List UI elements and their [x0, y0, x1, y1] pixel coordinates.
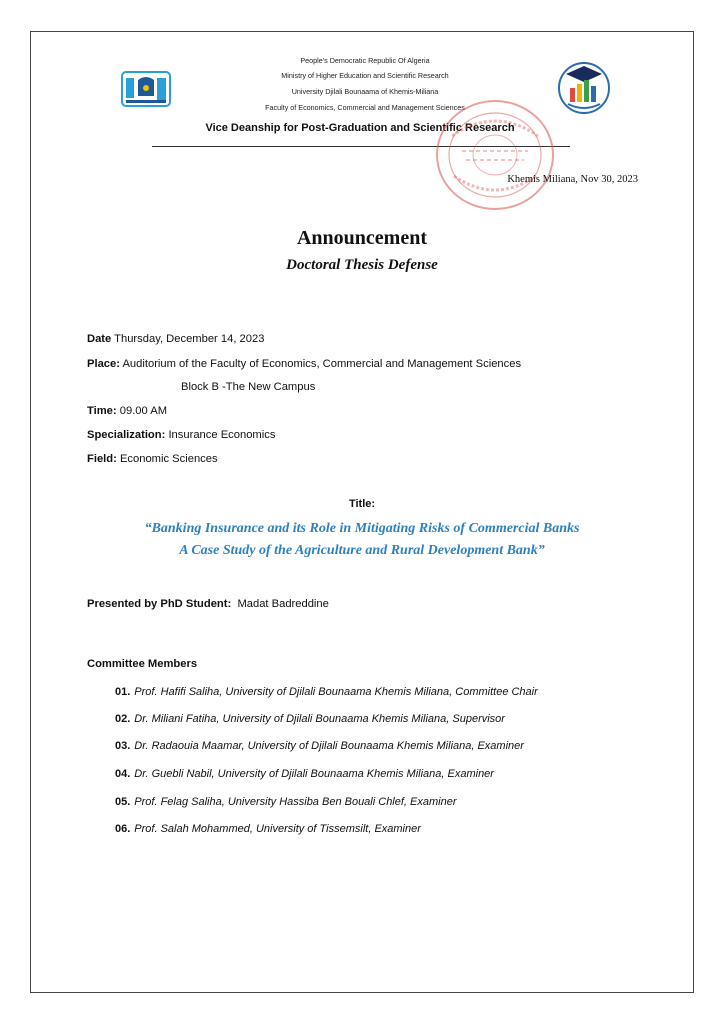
member-text: Prof. Felag Saliha, University Hassiba Ben Bouali Chlef, Examiner	[134, 796, 457, 808]
field-row	[87, 453, 218, 465]
member-text: Dr. Radaouia Maamar, University of Djilali Bounaama Khemis Miliana, Examiner	[134, 740, 524, 752]
presenter-row	[87, 598, 329, 610]
time-row	[87, 405, 167, 417]
committee-member	[115, 768, 494, 780]
announcement-subtitle: Doctoral Thesis Defense	[286, 257, 438, 273]
header-line-ministry: Ministry of Higher Education and Scientific Research	[281, 71, 449, 80]
committee-member	[115, 796, 457, 808]
member-number: 03.	[115, 740, 131, 752]
header-line-faculty: Faculty of Economics, Commercial and Management Sciences	[265, 103, 465, 112]
member-number: 01.	[115, 686, 131, 698]
header-line-republic: People's Democratic Republic Of Algeria	[300, 56, 430, 65]
presenter-label: Presented by PhD Student:	[87, 598, 232, 610]
committee-member	[115, 686, 538, 698]
committee-title: Committee Members	[87, 658, 198, 670]
specialization-row	[87, 429, 275, 441]
specialization-value: Insurance Economics	[168, 429, 276, 441]
field-value: Economic Sciences	[119, 453, 218, 465]
place-date: Khemis Miliana, Nov 30, 2023	[507, 174, 638, 185]
date-row	[87, 333, 264, 345]
time-value: 09.00 AM	[119, 405, 168, 417]
member-number: 06.	[115, 823, 131, 835]
place-value: Auditorium of the Faculty of Economics, Commercial and Management Sciences	[122, 358, 522, 370]
thesis-title-label: Title:	[348, 498, 376, 510]
specialization-label: Specialization:	[87, 429, 166, 441]
header-line-university: University Djilali Bounaama of Khemis-Miliana	[291, 87, 439, 96]
member-text: Dr. Miliani Fatiha, University of Djilali Bounaama Khemis Miliana, Supervisor	[134, 713, 505, 725]
announcement-title: Announcement	[296, 227, 427, 249]
member-text: Prof. Salah Mohammed, University of Tissemsilt, Examiner	[134, 823, 421, 835]
committee-member	[115, 740, 524, 752]
official-stamp-icon	[432, 96, 558, 214]
committee-member	[115, 713, 505, 725]
member-number: 02.	[115, 713, 131, 725]
place-row	[87, 358, 521, 370]
place-value-line2: Block B -The New Campus	[181, 381, 316, 393]
date-value: Thursday, December 14, 2023	[114, 333, 265, 345]
presenter-name: Madat Badreddine	[237, 598, 329, 610]
vice-deanship-heading: Vice Deanship for Post-Graduation and Scientific Research	[205, 122, 515, 134]
member-text: Dr. Guebli Nabil, University of Djilali Bounaama Khemis Miliana, Examiner	[134, 768, 494, 780]
faculty-logo-icon	[556, 58, 612, 116]
member-number: 05.	[115, 796, 131, 808]
member-text: Prof. Hafifi Saliha, University of Djilali Bounaama Khemis Miliana, Committee Chair	[134, 686, 538, 698]
university-logo-icon	[120, 70, 172, 108]
time-label: Time:	[87, 405, 117, 417]
place-label: Place:	[87, 358, 120, 370]
committee-member	[115, 823, 421, 835]
thesis-title-line2: A Case Study of the Agriculture and Rural Development Bank”	[179, 543, 545, 558]
field-label: Field:	[87, 453, 117, 465]
date-label: Date	[87, 333, 112, 345]
thesis-title-line1: “Banking Insurance and its Role in Mitigating Risks of Commercial Banks	[144, 521, 580, 536]
member-number: 04.	[115, 768, 131, 780]
